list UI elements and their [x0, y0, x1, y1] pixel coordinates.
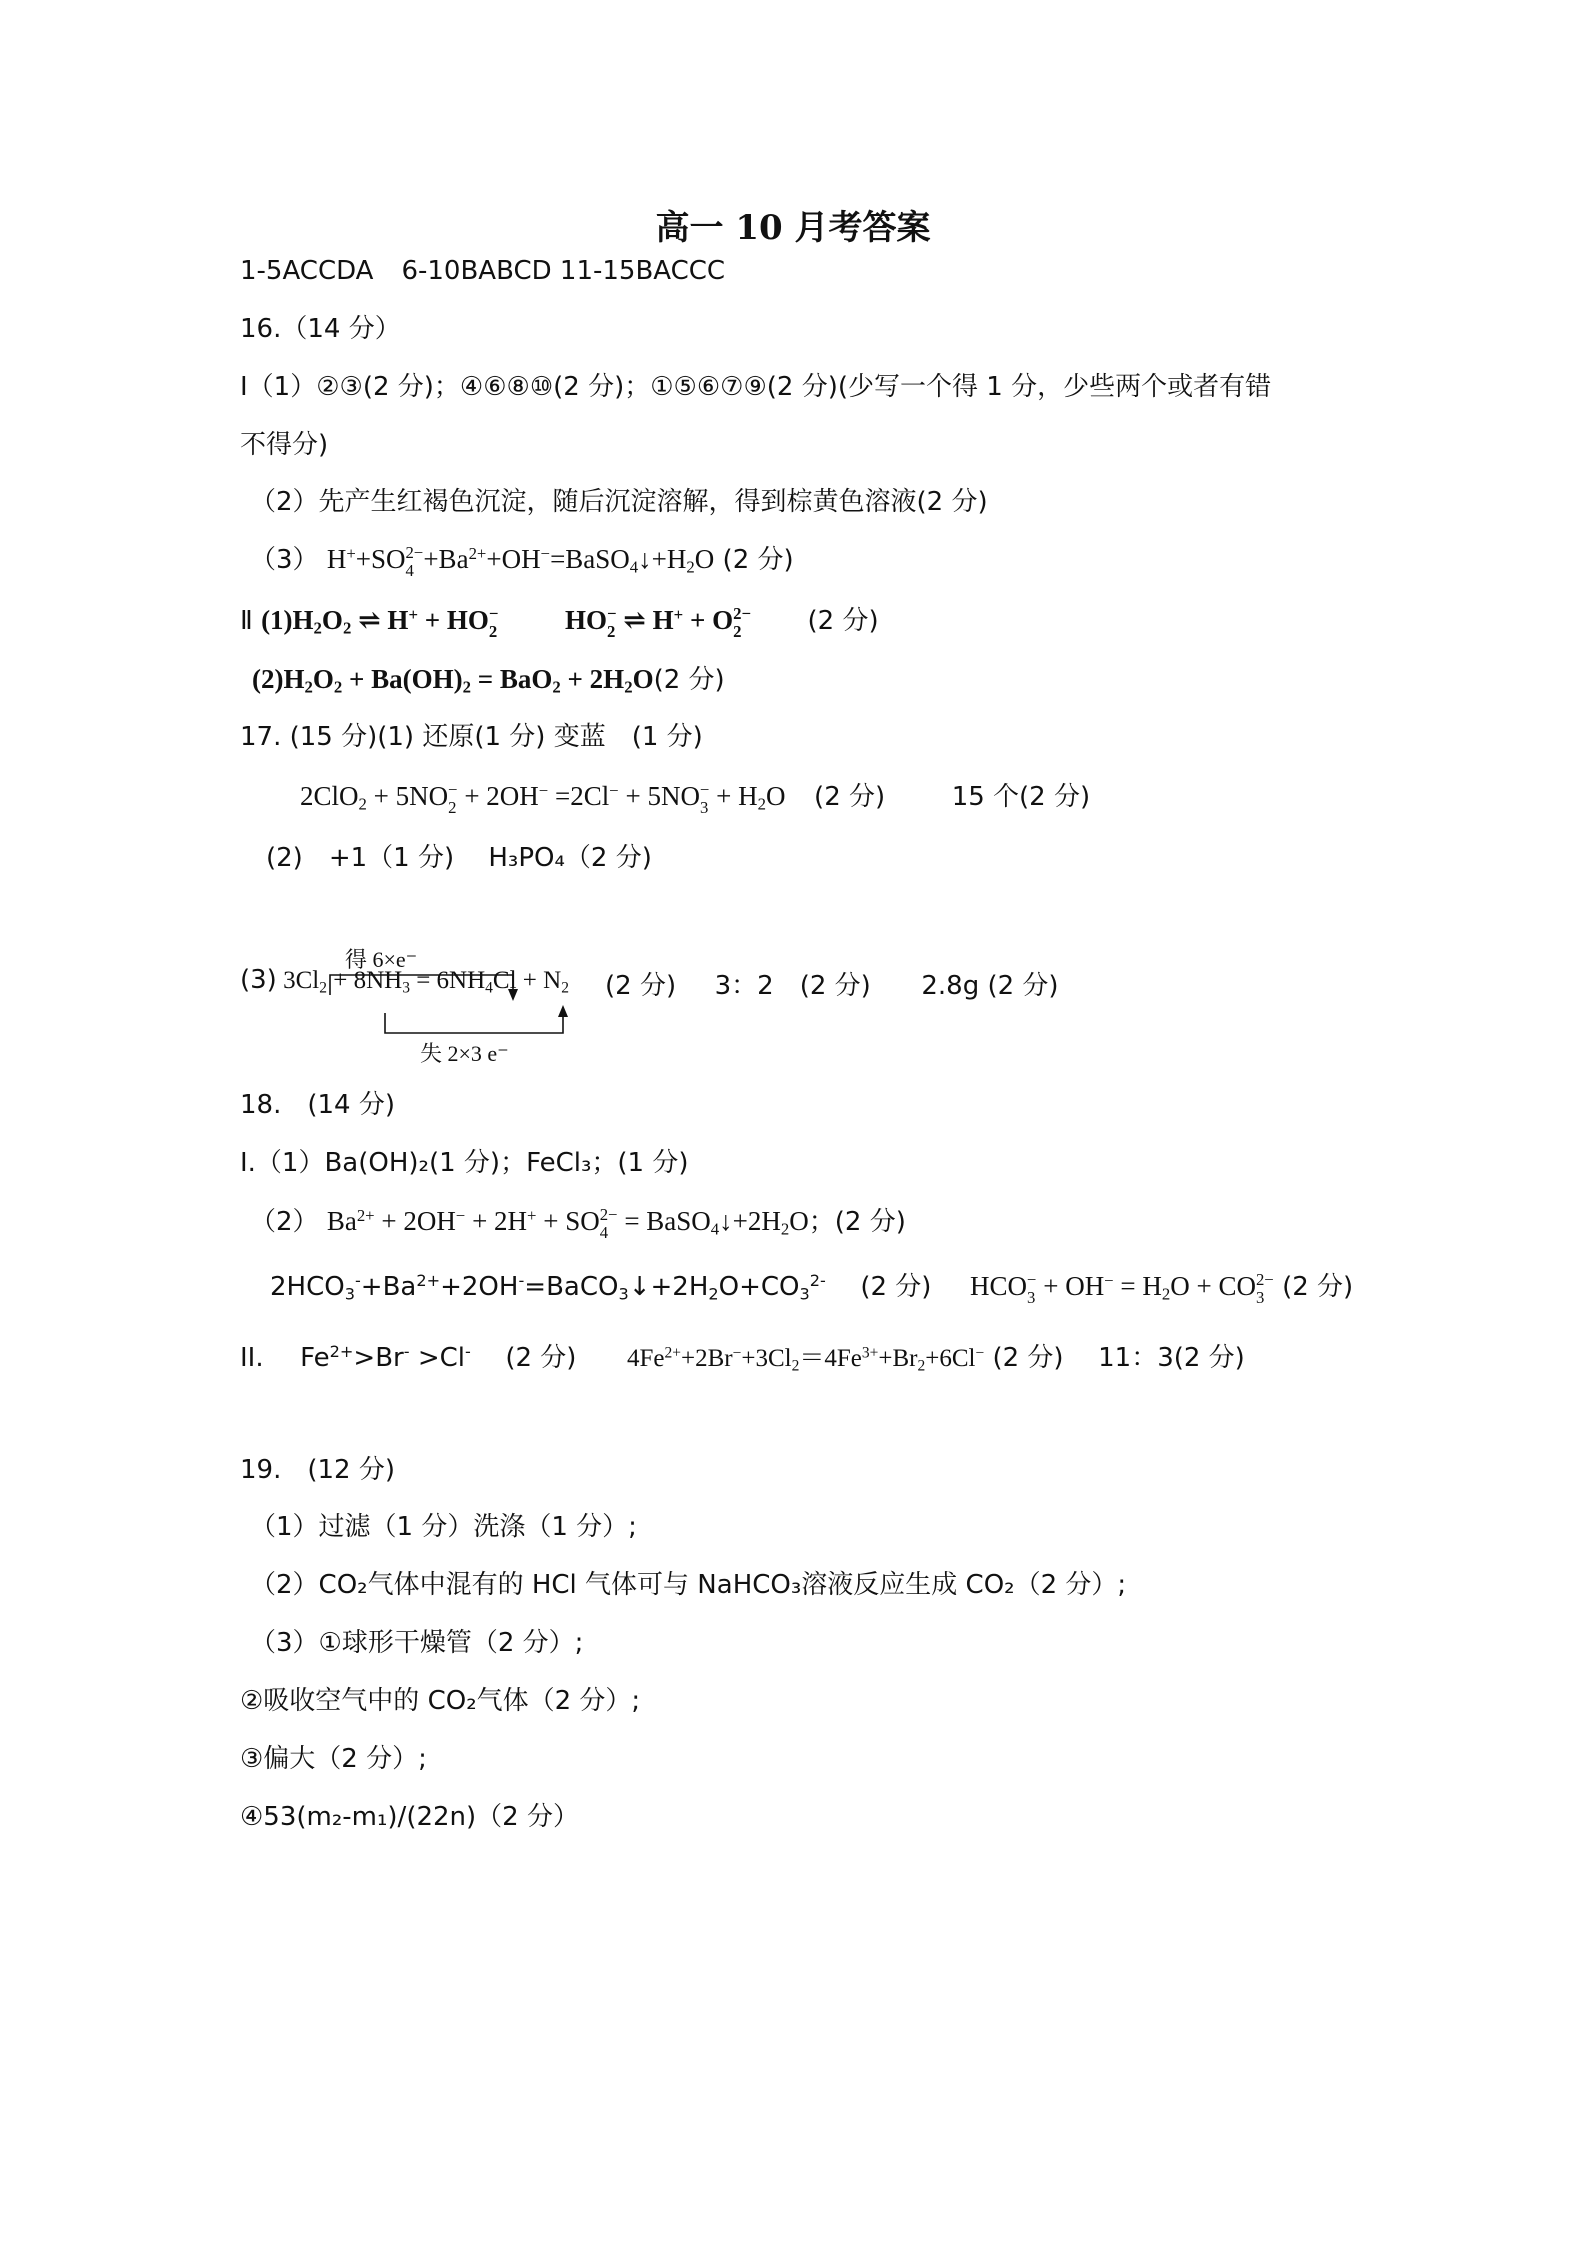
choice-answers [240, 256, 725, 287]
q18-ii-order: $Fe^{2+}>Br^- >Cl^-$ [300, 1342, 471, 1373]
q18-eq4-score: (2 分) [1282, 1272, 1354, 1302]
q17-p3-equation: $3Cl_2 + 8NH_3 = 6NH_4Cl + N_2$ [283, 967, 569, 997]
choice-answers-1-5: 1-5ACCDA [240, 256, 374, 286]
q18-ii-ratio: 11：3(2 分) [1098, 1342, 1245, 1373]
q17-header: 17. (15 分)(1) 还原(1 分) 变蓝 (1 分) [240, 722, 703, 752]
q18-eq3: $2HCO_3^-+Ba^{2+}+2OH^-=BaCO_3↓+2H_2O+CO_3^{2-}$ [270, 1271, 826, 1304]
q19-p1: （1）过滤（1 分）洗涤（1 分）; [250, 1512, 637, 1542]
lose-bracket [385, 1013, 563, 1033]
q18-eq3-score: (2 分) [860, 1272, 932, 1302]
q16-ii2 [252, 663, 725, 698]
q17-p3-answers [605, 965, 1059, 1002]
q17-p3-score: (2 分) [605, 971, 677, 1001]
page-title: 高一 10 月考答案 [655, 208, 931, 248]
q19-p2: （2）CO₂气体中混有的 HCl 气体可与 NaHCO₃溶液反应生成 CO₂（2 分）; [250, 1570, 1127, 1600]
q16-i1-line-a: Ⅰ（1）②③(2 分)；④⑥⑧⑩(2 分)；①⑤⑥⑦⑨(2 分)(少写一个得 1 分，少些两个或者有错 [240, 372, 1272, 402]
q17-p2: (2) +1（1 分) H₃PO₄（2 分) [266, 843, 652, 873]
q18-i2-label: （2） [250, 1207, 319, 1237]
q18-eq-line [270, 1270, 1353, 1306]
q17-p3-ratio: 3：2 (2 分) [714, 971, 871, 1001]
q17-p3-equation-line [240, 965, 569, 997]
q19-p3-2: ②吸收空气中的 CO₂气体（2 分）; [240, 1686, 641, 1716]
q19-p3: （3）①球形干燥管（2 分）; [250, 1628, 584, 1658]
choice-answers-6-15: 6-10BABCD 11-15BACCC [401, 256, 726, 286]
q16-i3-equation: H++SO 2− 4 $+Ba^{2+}+OH^-=BaSO_4↓+H_2O$ [326, 543, 715, 580]
q16-i3 [250, 543, 794, 579]
q18-i2 [250, 1205, 906, 1241]
q18-ii-score-1: (2 分) [505, 1342, 577, 1373]
q17-p1-count: 15 个(2 分) [951, 782, 1091, 812]
q16-ii1-equation-1: $(1)H_2O_2$ ⇌ H+ + HO − 2 [261, 604, 499, 641]
q18-ii-label: II. [240, 1342, 264, 1373]
q16-ii1-score: (2 分) [807, 606, 879, 636]
q16-i2: （2）先产生红褐色沉淀，随后沉淀溶解，得到棕黄色溶液(2 分) [250, 487, 988, 517]
q18-i2-score: ；(2 分) [808, 1207, 906, 1237]
q18-ii-score-2: (2 分) [992, 1342, 1064, 1373]
q17-p3-diagram [240, 905, 1240, 1065]
q18-i1: I.（1）Ba(OH)₂(1 分)；FeCl₃；(1 分) [240, 1148, 689, 1178]
q18-i2-equation: $Ba^{2+} + 2OH^- + 2H^+$ + SO 2− 4 = $BaSO_4↓+2H_2O$ [326, 1205, 809, 1242]
q18-ii [240, 1342, 1245, 1376]
q16-ii2-score: (2 分) [653, 665, 725, 695]
q16-i1-line-b: 不得分) [240, 430, 329, 460]
q17-p3-label: (3) [240, 965, 277, 995]
q18-eq4: HCO − 3 + $OH^- = H_2O$ + CO 2− 3 [970, 1270, 1274, 1307]
q16-i3-label: （3） [250, 545, 319, 575]
q16-header: 16.（14 分） [240, 314, 401, 344]
q16-ii1-equation-2: HO − 2 ⇌ H+ + O 2− 2 [564, 604, 751, 641]
lose-arrowhead [558, 1005, 568, 1017]
q16-ii1 [240, 604, 879, 640]
q18-header: 18. (14 分) [240, 1090, 395, 1120]
q19-p3-4: ④53(m₂-m₁)/(22n)（2 分） [240, 1802, 579, 1832]
q17-p3-mass: 2.8g (2 分) [921, 971, 1059, 1001]
q18-ii-equation: $4Fe^{2+}+2Br^-+3Cl_2=4Fe^{3+}+Br_2+6Cl^-$ [627, 1344, 985, 1375]
q19-p3-3: ③偏大（2 分）; [240, 1744, 427, 1774]
q17-p1-eq-score: (2 分) [814, 782, 886, 812]
gain-electrons-label: 得 6×e⁻ [345, 947, 418, 972]
q19-header: 19. (12 分) [240, 1455, 395, 1485]
q17-p1-equation-line [300, 780, 1090, 816]
q17-p1-equation: 2ClO$_2$ + 5NO − 2 + 2OH− =2Cl− + 5NO − 3 + $H_2O$ [300, 780, 786, 817]
q16-ii-label: Ⅱ [240, 606, 253, 636]
lose-electrons-label: 失 2×3 e⁻ [420, 1041, 509, 1066]
q16-ii2-equation: $(2)H_2O_2 + Ba(OH)_2 = BaO_2 + 2H_2O$ [252, 664, 654, 697]
q16-i3-score: (2 分) [722, 545, 794, 575]
